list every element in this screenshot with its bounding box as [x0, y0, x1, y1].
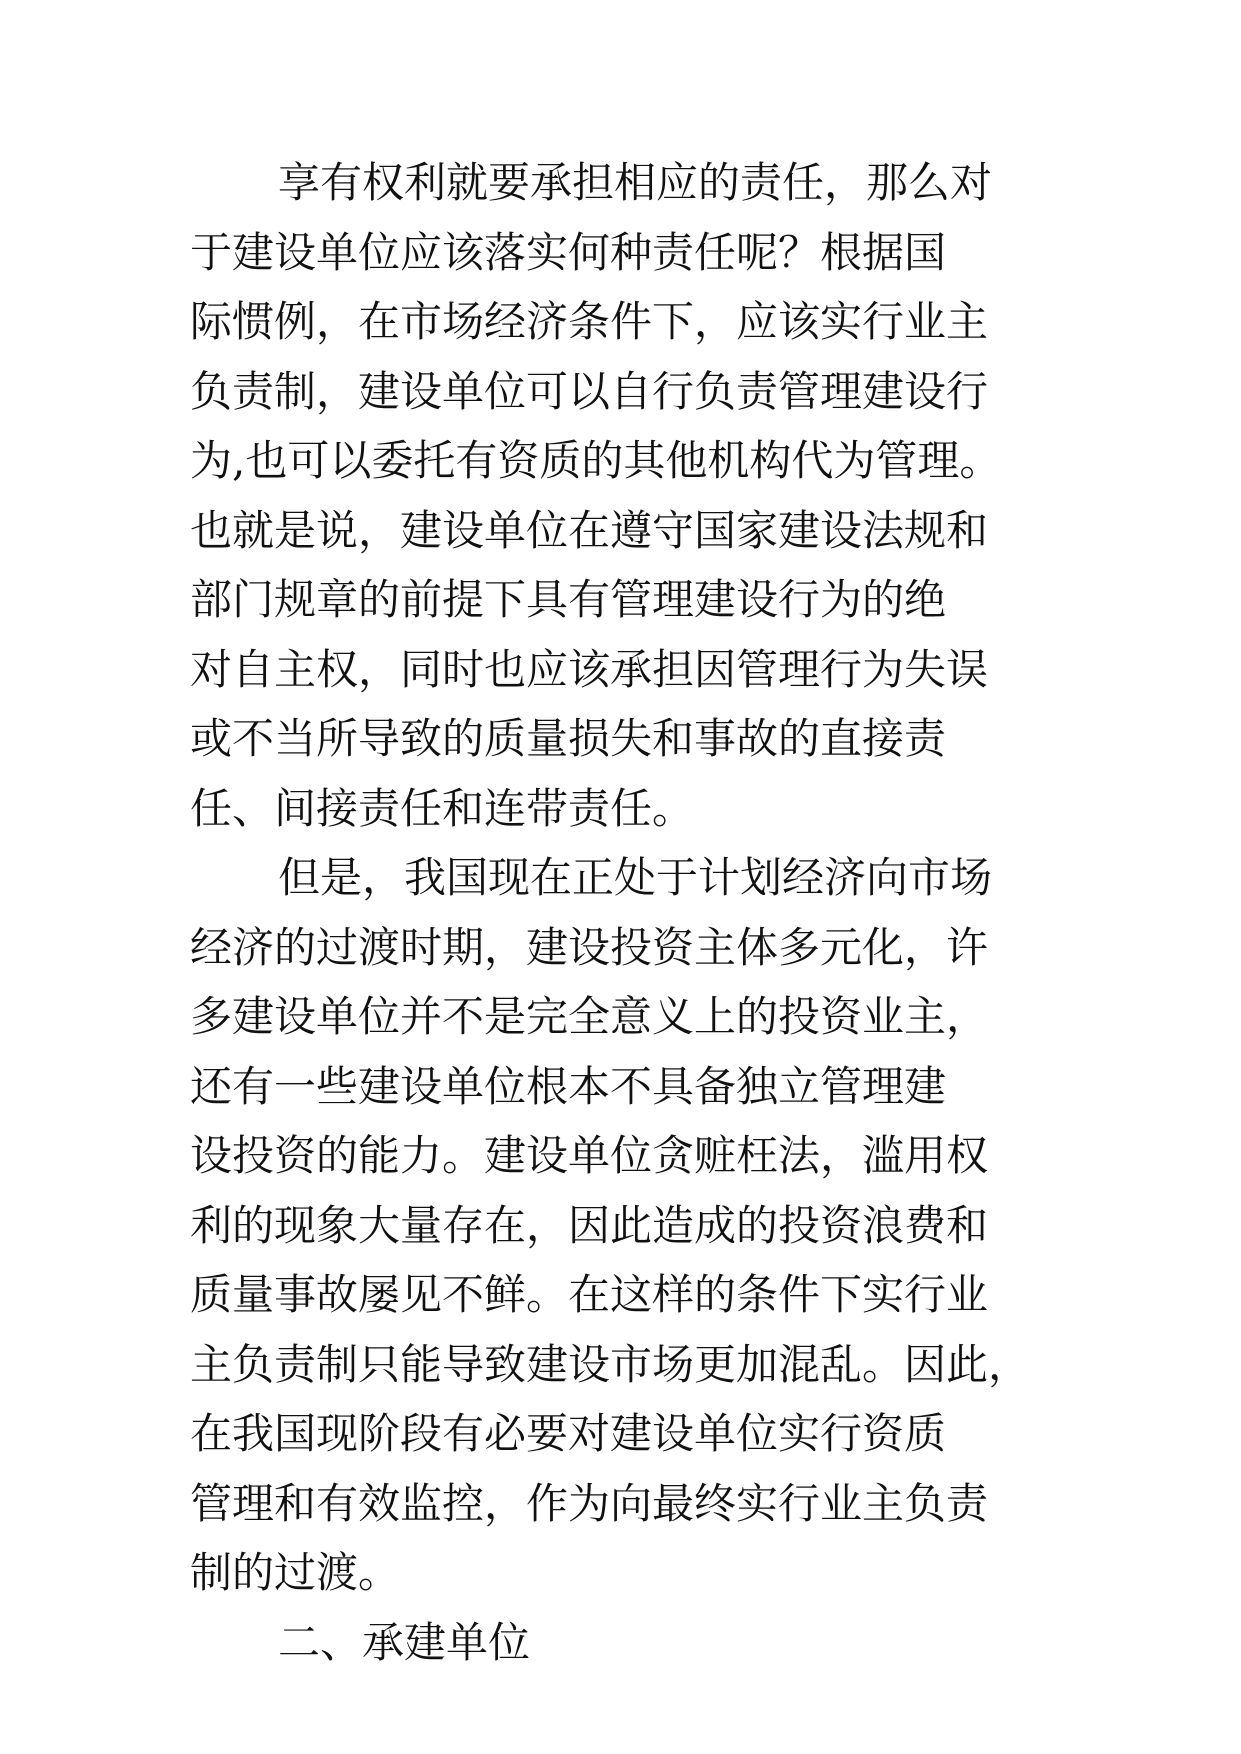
text-line: 也就是说，建设单位在遵守国家建设法规和 — [190, 505, 989, 555]
paragraph-owner-responsibility — [190, 148, 1090, 843]
text-line: 在我国现阶段有必要对建设单位实行资质 — [190, 1409, 947, 1458]
text-line: 对自主权，同时也应该承担因管理行为失误 — [190, 644, 989, 694]
text-line: 利的现象大量存在，因此造成的投资浪费和 — [190, 1200, 989, 1250]
text-line: 管理和有效监控，作为向最终实行业主负责 — [190, 1478, 989, 1528]
text-line: 还有一些建设单位根本不具备独立管理建 — [190, 1061, 947, 1111]
text-line: 部门规章的前提下具有管理建设行为的绝 — [190, 575, 947, 624]
text-line: 经济的过渡时期，建设投资主体多元化，许 — [190, 922, 989, 972]
text-line: 为,也可以委托有资质的其他机构代为管理。 — [190, 436, 1002, 485]
text-line: 设投资的能力。建设单位贪赃枉法，滥用权 — [190, 1131, 989, 1180]
text-line: 任、间接责任和连带责任。 — [190, 783, 695, 833]
document-body — [190, 148, 1090, 1677]
text-line: 质量事故屡见不鲜。在这样的条件下实行业 — [190, 1270, 989, 1319]
text-line: 多建设单位并不是完全意义上的投资业主， — [190, 992, 989, 1041]
text-line: 或不当所导致的质量损失和事故的直接责 — [190, 714, 947, 763]
text-line: 际惯例，在市场经济条件下，应该实行业主 — [190, 297, 989, 346]
text-line: 制的过渡。 — [190, 1548, 401, 1597]
text-line: 但是，我国现在正处于计划经济向市场 — [278, 853, 993, 902]
section-heading-contractor — [190, 1608, 1090, 1678]
text-line: 于建设单位应该落实何种责任呢？根据国 — [190, 227, 947, 277]
text-line: 享有权利就要承担相应的责任，那么对 — [278, 158, 993, 207]
text-line: 负责制，建设单位可以自行负责管理建设行 — [190, 366, 989, 416]
text-line: 主负责制只能导致建设市场更加混乱。因此， — [190, 1339, 1031, 1389]
section-heading: 二、承建单位 — [278, 1617, 531, 1667]
paragraph-transition-period — [190, 843, 1090, 1608]
